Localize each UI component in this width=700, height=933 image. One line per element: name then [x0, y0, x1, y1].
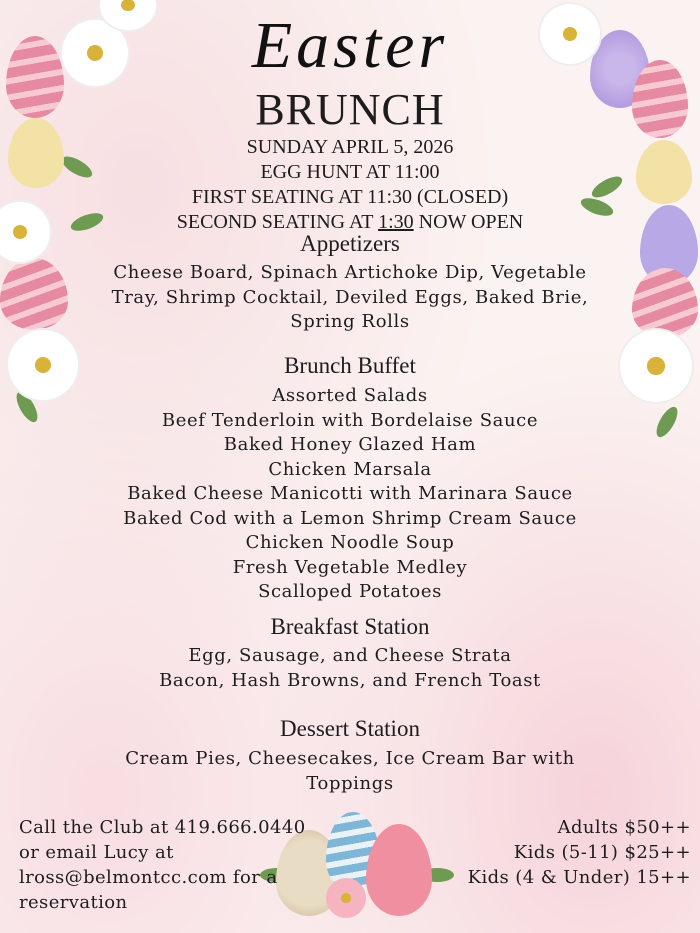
breakfast-list	[0, 644, 700, 693]
buffet-list	[0, 384, 700, 605]
list-item: Toppings	[306, 772, 394, 794]
pricing	[468, 815, 691, 890]
breakfast-station-heading: Breakfast Station	[270, 614, 430, 639]
appetizers-list	[0, 261, 700, 335]
contact-email: lross@belmontcc.com for a	[19, 867, 278, 888]
list-item: Baked Honey Glazed Ham	[223, 434, 477, 455]
second-seating-status: NOW OPEN	[413, 211, 524, 233]
list-item: Chicken Marsala	[268, 458, 432, 480]
list-item: Baked Cod with a Lemon Shrimp Cream Sauce	[123, 507, 577, 529]
list-item: Cheese Board, Spinach Artichoke Dip, Vegetable	[113, 262, 587, 283]
contact-line: Call the Club at 419.666.0440	[19, 817, 306, 838]
second-seating-time: 1:30	[378, 211, 414, 233]
event-info	[0, 135, 700, 235]
appetizers-heading: Appetizers	[300, 231, 400, 256]
list-item: Egg, Sausage, and Cheese Strata	[188, 645, 512, 666]
flower-icon	[326, 878, 366, 918]
price-kids-5-11: Kids (5-11) $25++	[513, 842, 691, 863]
contact-line: or email Lucy at	[19, 842, 174, 863]
dessert-list	[0, 747, 700, 796]
brunch-buffet-heading: Brunch Buffet	[284, 353, 416, 378]
contact-info	[19, 815, 306, 915]
script-title: Easter	[251, 9, 449, 82]
list-item: Bacon, Hash Browns, and French Toast	[159, 669, 541, 691]
price-adults: Adults $50++	[557, 817, 691, 838]
easter-egg-icon	[366, 824, 432, 916]
list-item: Baked Cheese Manicotti with Marinara Sauce	[127, 483, 573, 504]
list-item: Assorted Salads	[272, 385, 428, 406]
list-item: Spring Rolls	[290, 311, 410, 332]
dessert-station-heading: Dessert Station	[280, 716, 420, 741]
second-seating-label: SECOND SEATING AT	[176, 211, 379, 233]
list-item: Tray, Shrimp Cocktail, Deviled Eggs, Baked Brie,	[111, 286, 589, 308]
egg-hunt-time: EGG HUNT AT 11:00	[260, 161, 440, 183]
list-item: Scalloped Potatoes	[258, 581, 442, 602]
list-item: Beef Tenderloin with Bordelaise Sauce	[161, 409, 539, 431]
list-item: Cream Pies, Cheesecakes, Ice Cream Bar with	[125, 748, 575, 769]
price-kids-4-under: Kids (4 & Under) 15++	[467, 867, 691, 888]
page-title: BRUNCH	[255, 85, 445, 134]
first-seating: FIRST SEATING AT 11:30 (CLOSED)	[191, 186, 509, 208]
list-item: Fresh Vegetable Medley	[232, 556, 468, 578]
list-item: Chicken Noodle Soup	[245, 532, 455, 553]
contact-line: reservation	[19, 892, 128, 913]
event-date: SUNDAY APRIL 5, 2026	[246, 136, 454, 158]
